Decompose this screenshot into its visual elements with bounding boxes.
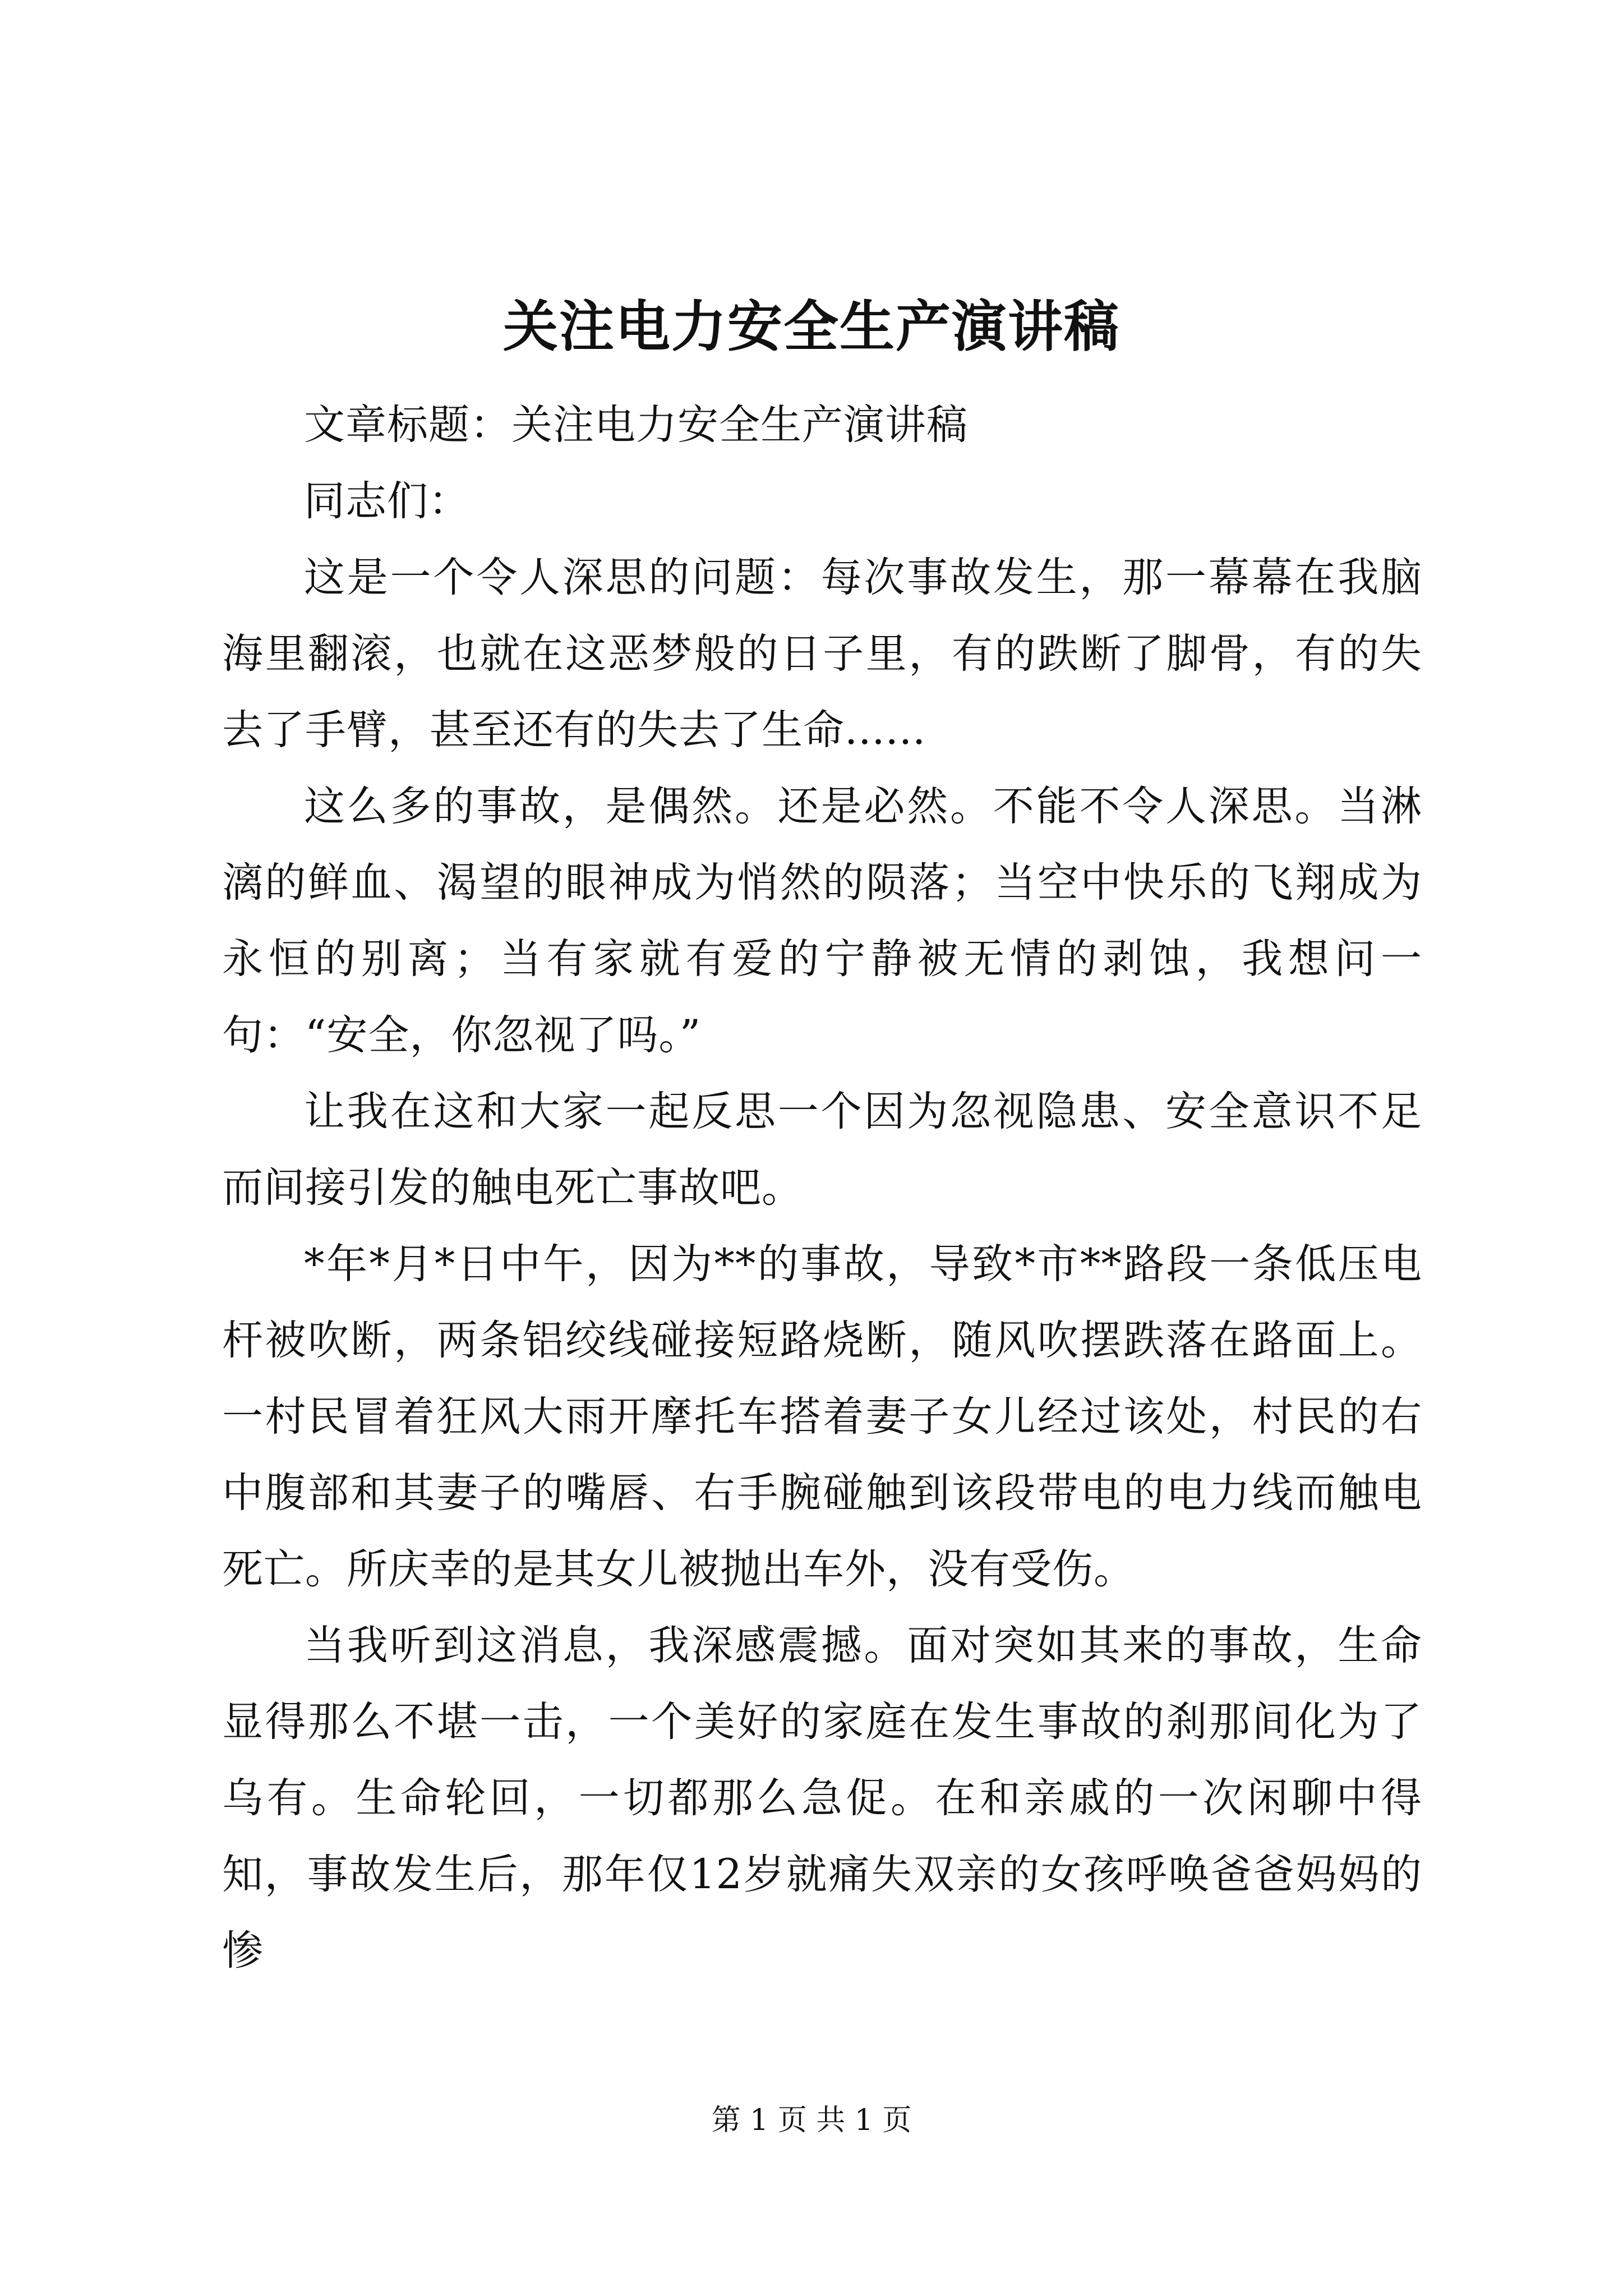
paragraph-salutation: 同志们：	[304, 477, 470, 525]
paragraph-article-title: 文章标题：关注电力安全生产演讲稿	[304, 401, 968, 449]
paragraph-3: 让我在这和大家一起反思一个因为忽视隐患、安全意识不足而间接引发的触电死亡事故吧。	[222, 1088, 1422, 1212]
page-footer: 第 1 页 共 1 页	[711, 2104, 912, 2137]
paragraph-1: 这是一个令人深思的问题：每次事故发生，那一幕幕在我脑海里翻滚，也就在这恶梦般的日子里，有的跌断了脚骨，有的失去了手臂，甚至还有的失去了生命......	[222, 554, 1422, 754]
paragraph-5: 当我听到这消息，我深感震撼。面对突如其来的事故，生命显得那么不堪一击，一个美好的家庭在发生事故的刹那间化为了乌有。生命轮回，一切都那么急促。在和亲戚的一次闲聊中得知，事故发生后，那年仅12岁就痛失双亲的女孩呼唤爸爸妈妈的惨	[222, 1622, 1422, 1975]
document-body	[222, 387, 1422, 1989]
document-title: 关注电力安全生产演讲稿	[502, 295, 1120, 359]
paragraph-4: *年*月*日中午，因为**的事故，导致*市**路段一条低压电杆被吹断，两条铝绞线碰接短路烧断，随风吹摆跌落在路面上。一村民冒着狂风大雨开摩托车搭着妻子女儿经过该处，村民的右中腹部和其妻子的嘴唇、右手腕碰触到该段带电的电力线而触电死亡。所庆幸的是其女儿被抛出车外，没有受伤。	[222, 1240, 1422, 1593]
paragraph-2: 这么多的事故，是偶然。还是必然。不能不令人深思。当淋漓的鲜血、渴望的眼神成为悄然的陨落；当空中快乐的飞翔成为永恒的别离；当有家就有爱的宁静被无情的剥蚀，我想问一句：“安全，你忽视了吗。”	[222, 783, 1422, 1059]
